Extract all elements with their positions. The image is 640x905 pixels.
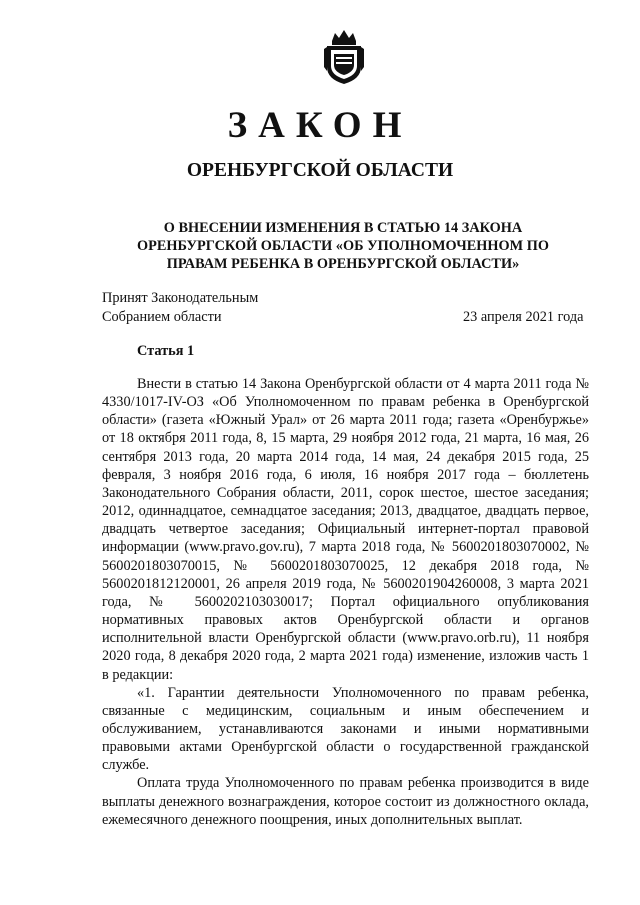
law-heading-line: О ВНЕСЕНИИ ИЗМЕНЕНИЯ В СТАТЬЮ 14 ЗАКОНА: [163, 220, 523, 236]
article-title: Статья 1: [137, 343, 195, 359]
adoption-date: 23 апреля 2021 года: [463, 309, 584, 325]
law-heading-line: ПРАВАМ РЕБЕНКА В ОРЕНБУРГСКОЙ ОБЛАСТИ»: [166, 256, 520, 272]
article-body: [102, 375, 589, 829]
document-subtitle: ОРЕНБУРГСКОЙ ОБЛАСТИ: [186, 160, 454, 181]
law-heading-line: ОРЕНБУРГСКОЙ ОБЛАСТИ «ОБ УПОЛНОМОЧЕННОМ ПО: [137, 238, 549, 254]
adoption-line: Принят Законодательным: [102, 290, 259, 306]
article-paragraph: Оплата труда Уполномоченного по правам ребенка производится в виде выплаты денежного вознаграждения, которое состоит из должностного оклада, ежемесячного денежного поощрения, иных дополнительных выплат.: [102, 775, 589, 828]
law-heading: [120, 219, 566, 273]
article-paragraph: Внести в статью 14 Закона Оренбургской области от 4 марта 2011 года № 4330/1017-IV-ОЗ «Об Уполномоченном по правам ребенка в Оренбургской области» (газета «Южный Урал» от 26 марта 2011 года; газета «Оренбуржье» от 18 октября 2011 года, 8, 15 марта, 29 ноября 2012 года, 21 марта, 16 мая, 26 сентября 2013 года, 20 марта 2014 года, 14 мая, 24 декабря 2015 года, 25 февраля, 3 ноября 2016 года, 6 июля, 16 ноября 2017 года – бюллетень Законодательного Собрания области, 2011, сорок шестое, шестое заседания; 2012, одиннадцатое, семнадцатое заседания; 2013, двадцатое, двадцать первое, двадцать четвертое заседания; Официальный интернет-портал правовой информации (www.pravo.gov.ru), 7 марта 2018 года, № 5600201803070002, № 5600201803070015, № 5600201803070025, 12 декабря 2018 года, № 5600201812120001, 26 апреля 2019 года, № 5600201904260008, 3 марта 2021 года, № 5600202103030017; Портал официального опубликования нормативных правовых актов Оренбургской области и органов исполнительной власти Оренбургской области (www.pravo.orb.ru), 11 ноября 2020 года, 8 декабря 2020 года, 2 марта 2021 года) изменение, изложив часть 1 в редакции:: [102, 376, 589, 683]
document-title: ЗАКОН: [227, 105, 413, 146]
article-paragraph: «1. Гарантии деятельности Уполномоченного по правам ребенка, связанные с медицинским, социальным и иным обеспечением и обслуживанием, устанавливаются законами и иными нормативными правовыми актами Оренбургской области о государственной гражданской службе.: [102, 684, 589, 774]
orenburg-coat-of-arms-icon: [324, 27, 364, 85]
adoption-info: [102, 289, 258, 327]
adoption-line: Собранием области: [102, 309, 222, 325]
